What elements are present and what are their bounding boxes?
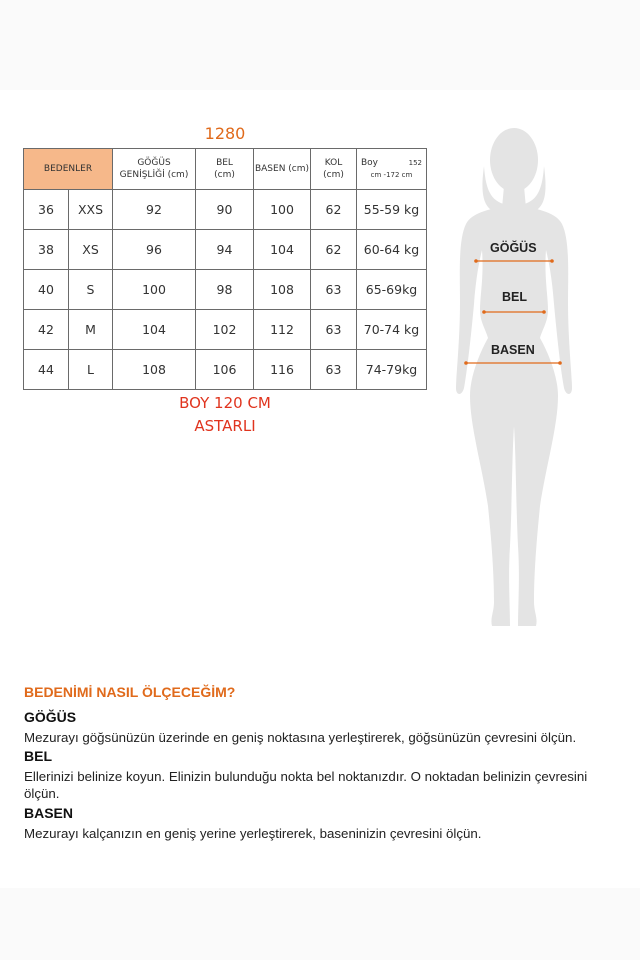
hip-measure-dot-right [558, 361, 562, 365]
header-hip: BASEN (cm) [254, 149, 311, 190]
size-table-header [24, 149, 427, 190]
lined-note: ASTARLI [194, 417, 256, 435]
size-letter-cell: M [69, 310, 113, 350]
table-row [24, 350, 427, 390]
guide-hip-text: Mezurayı kalçanızın en geniş yerine yerleştirerek, baseninizin çevresini ölçün. [24, 826, 482, 841]
guide-waist-text: Ellerinizi belinize koyun. Elinizin bulunduğu nokta bel noktanızdır. O noktadan belinizin çevresini ölçün. [24, 769, 588, 801]
chest-measure-dot-left [474, 259, 478, 263]
chest-cell: 92 [113, 190, 196, 230]
header-waist-line2: (cm) [214, 170, 235, 180]
waist-measure-dot-left [482, 310, 486, 314]
header-sleeve-line1: KOL [324, 158, 343, 168]
header-chest-line1: GÖĞÜS [137, 158, 171, 168]
guide-title: BEDENİMİ NASIL ÖLÇECEĞİM? [24, 684, 236, 700]
product-code: 1280 [204, 124, 246, 143]
header-height-range: cm -172 cm [370, 171, 413, 179]
size-letter-cell: XS [69, 230, 113, 270]
weight-cell: 74-79kg [357, 350, 427, 390]
sleeve-cell: 63 [311, 350, 357, 390]
hip-measure-dot-left [464, 361, 468, 365]
header-height-min: 152 [408, 159, 422, 167]
waist-cell: 94 [196, 230, 254, 270]
waist-cell: 98 [196, 270, 254, 310]
header-sleeve-line2: (cm) [323, 170, 344, 180]
weight-cell: 60-64 kg [357, 230, 427, 270]
figure-label-hip: BASEN [491, 343, 535, 357]
waist-measure-dot-right [542, 310, 546, 314]
hip-cell: 108 [254, 270, 311, 310]
table-row [24, 230, 427, 270]
guide-chest-title: GÖĞÜS [24, 709, 77, 725]
hip-cell: 112 [254, 310, 311, 350]
size-letter-cell: L [69, 350, 113, 390]
header-chest [113, 149, 196, 190]
figure-label-chest: GÖĞÜS [490, 241, 537, 255]
figure-label-waist: BEL [502, 290, 527, 304]
silhouette-body [456, 206, 572, 626]
chest-cell: 104 [113, 310, 196, 350]
sleeve-cell: 62 [311, 190, 357, 230]
hip-cell: 104 [254, 230, 311, 270]
weight-cell: 55-59 kg [357, 190, 427, 230]
waist-cell: 102 [196, 310, 254, 350]
guide-chest-text: Mezurayı göğsünüzün üzerinde en geniş noktasına yerleştirerek, göğsünüzün çevresini ölçün. [24, 730, 577, 745]
silhouette-head [490, 128, 538, 192]
header-waist-line1: BEL [216, 158, 233, 168]
length-note: BOY 120 CM [179, 394, 271, 412]
size-number-cell: 38 [24, 230, 69, 270]
top-band [0, 0, 640, 90]
sleeve-cell: 63 [311, 310, 357, 350]
size-letter-cell: S [69, 270, 113, 310]
size-number-cell: 44 [24, 350, 69, 390]
table-row [24, 270, 427, 310]
size-number-cell: 40 [24, 270, 69, 310]
table-row [24, 190, 427, 230]
waist-cell: 106 [196, 350, 254, 390]
header-height [357, 149, 427, 190]
chest-measure-dot-right [550, 259, 554, 263]
size-number-cell: 36 [24, 190, 69, 230]
header-height-label: Boy [361, 158, 379, 168]
guide-hip-title: BASEN [24, 805, 74, 821]
chest-cell: 96 [113, 230, 196, 270]
hip-cell: 116 [254, 350, 311, 390]
hip-cell: 100 [254, 190, 311, 230]
header-chest-line2: GENİŞLİĞİ (cm) [119, 170, 189, 180]
chest-cell: 108 [113, 350, 196, 390]
size-table [23, 148, 427, 390]
header-waist [196, 149, 254, 190]
weight-cell: 70-74 kg [357, 310, 427, 350]
sleeve-cell: 63 [311, 270, 357, 310]
chest-cell: 100 [113, 270, 196, 310]
body-silhouette [454, 126, 574, 636]
silhouette-neck [502, 186, 526, 208]
header-sizes: BEDENLER [24, 149, 113, 190]
weight-cell: 65-69kg [357, 270, 427, 310]
guide-waist-title: BEL [24, 748, 52, 764]
size-letter-cell: XXS [69, 190, 113, 230]
sleeve-cell: 62 [311, 230, 357, 270]
header-sleeve [311, 149, 357, 190]
waist-cell: 90 [196, 190, 254, 230]
size-number-cell: 42 [24, 310, 69, 350]
bottom-band [0, 888, 640, 960]
table-row [24, 310, 427, 350]
